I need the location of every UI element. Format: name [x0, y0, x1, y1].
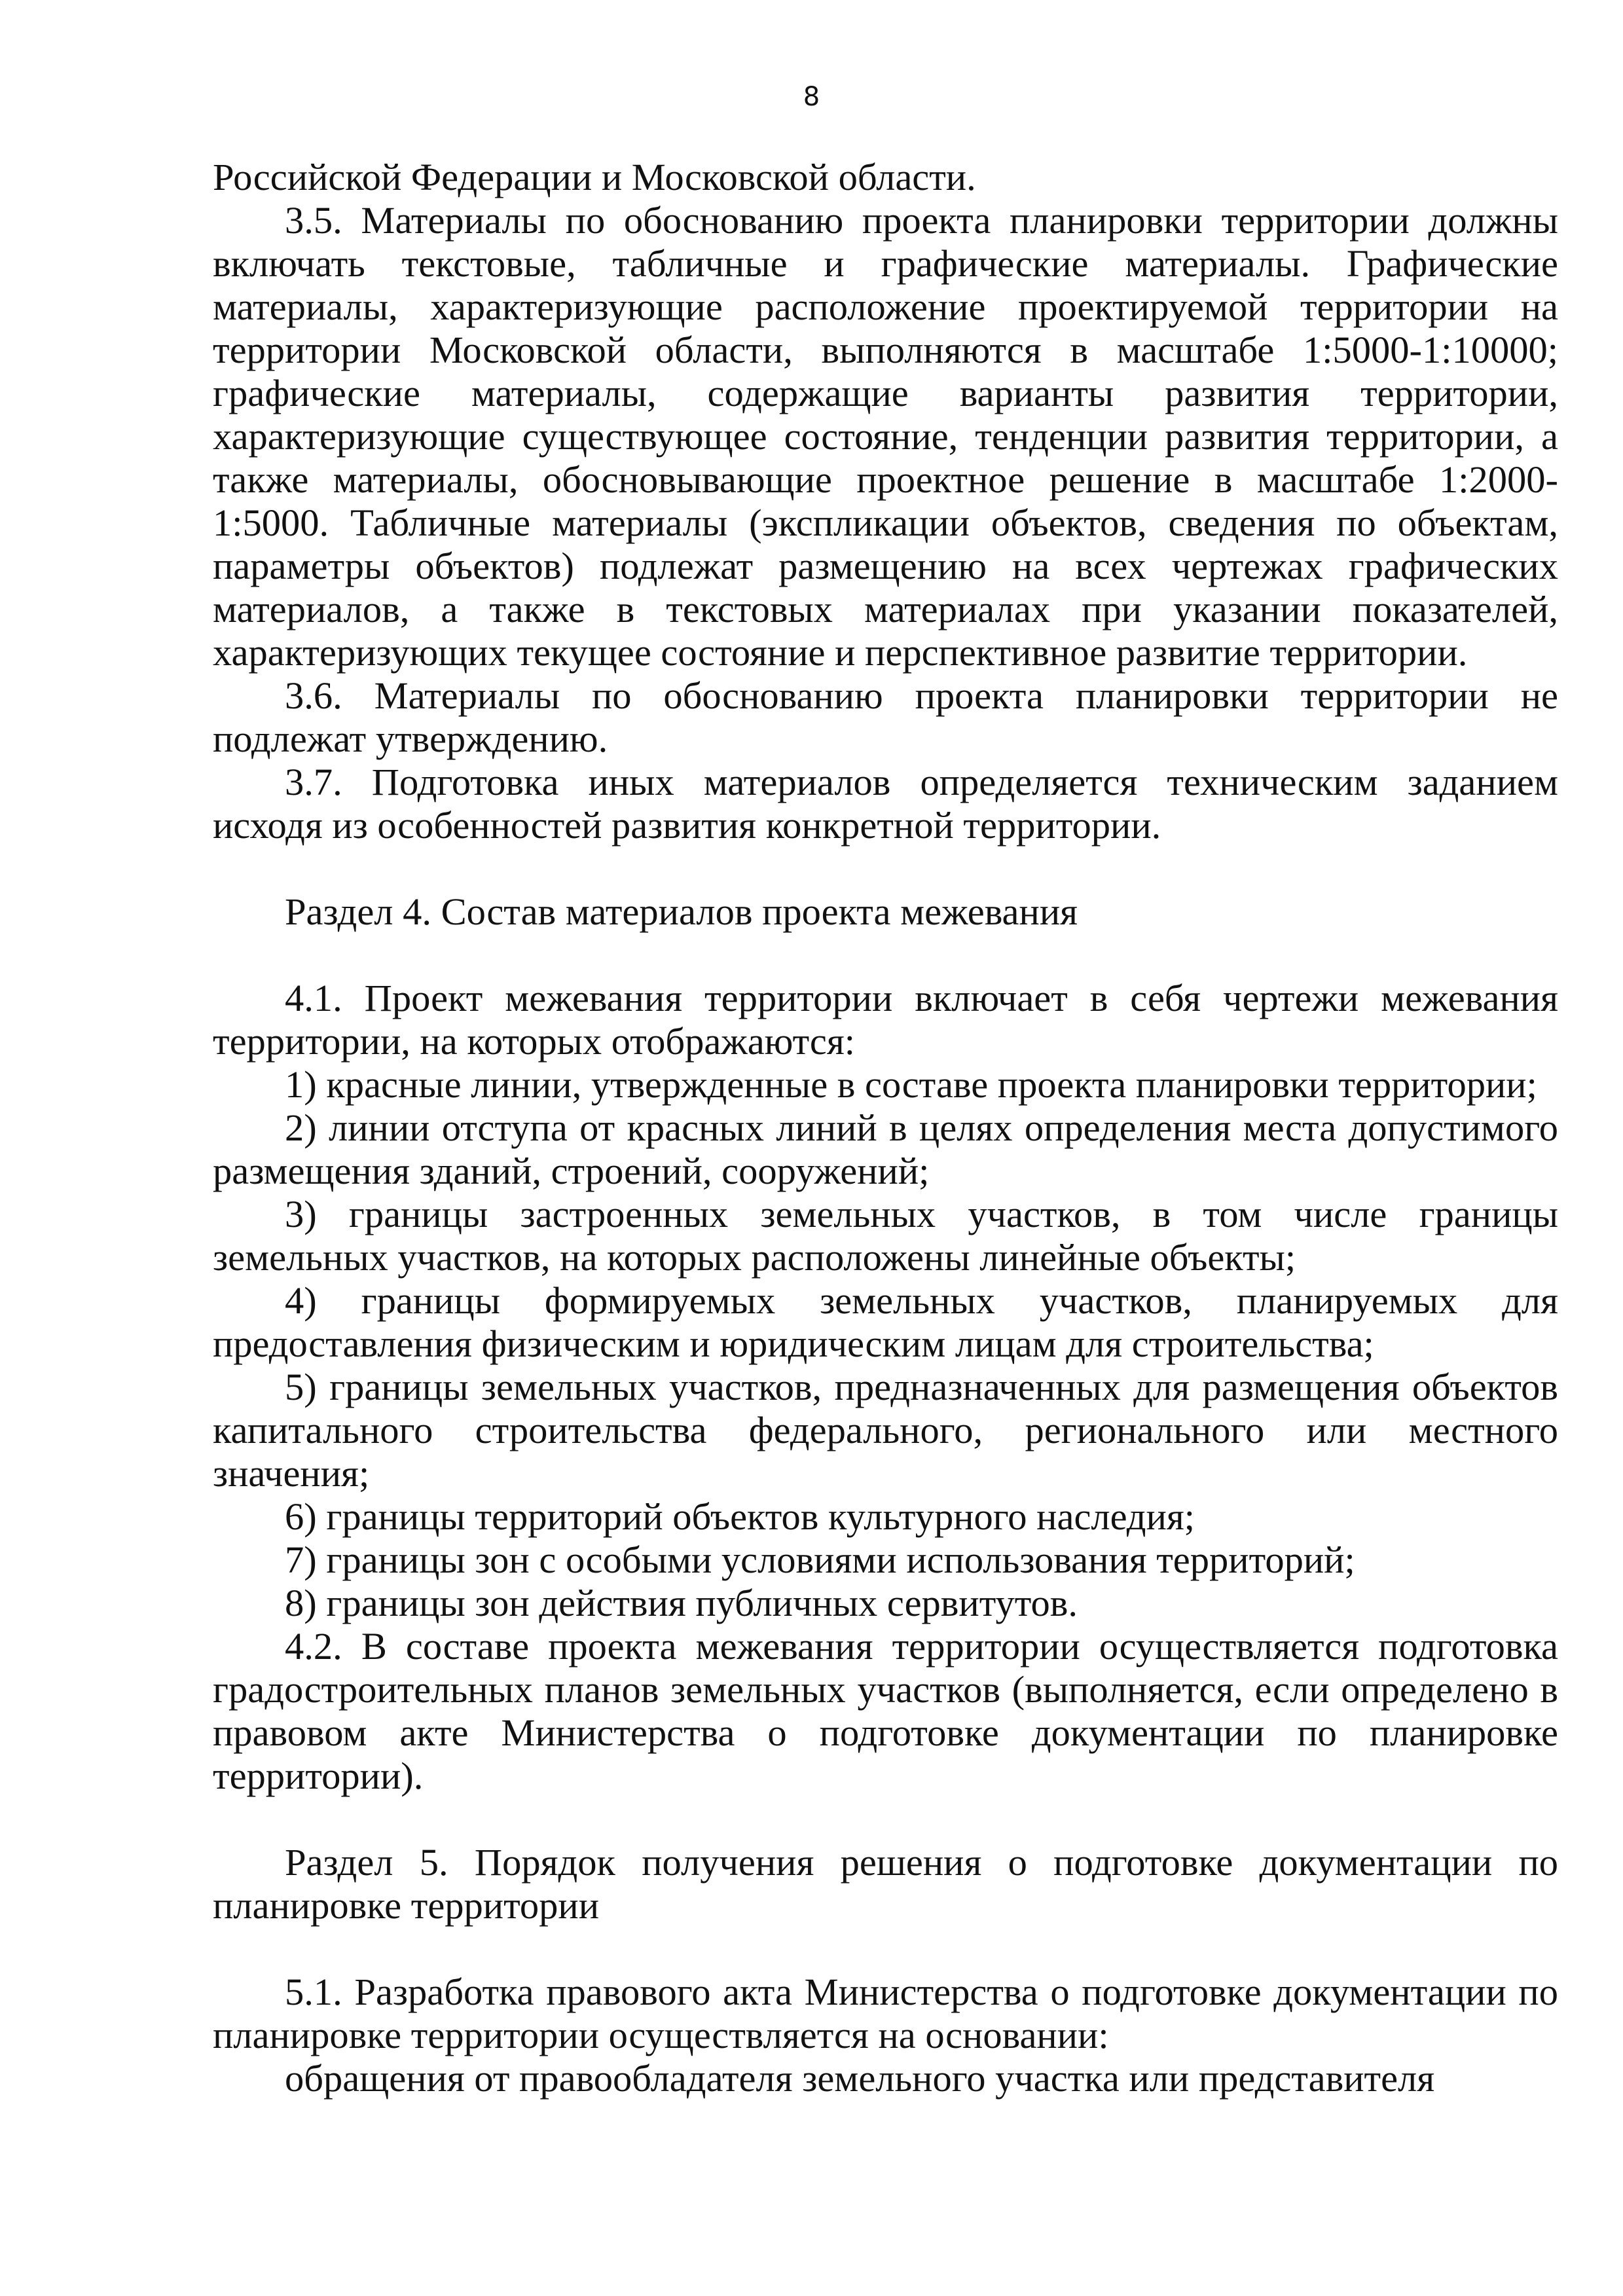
- spacer: [213, 847, 1558, 890]
- list-item-4-1-8: 8) границы зон действия публичных сервитутов.: [285, 1582, 1078, 1624]
- paragraph-3-6: 3.6. Материалы по обоснованию проекта планировки территории не подлежат утверждению.: [213, 674, 1558, 760]
- page-number: 8: [803, 82, 820, 112]
- list-item-4-1-1: 1) красные линии, утвержденные в составе проекта планировки территории;: [285, 1063, 1537, 1106]
- paragraph-4-2: 4.2. В составе проекта межевания территории осуществляется подготовка градостроительных планов земельных участков (выполняется, если определено в правовом акте Министерства о подготовке документации по планировке территории).: [213, 1625, 1558, 1797]
- list-item-4-1-4: 4) границы формируемых земельных участков, планируемых для предоставления физическим и юридическим лицам для строительства;: [213, 1279, 1558, 1365]
- list-item-4-1-2: 2) линии отступа от красных линий в целях определения места допустимого размещения зданий, строений, сооружений;: [213, 1106, 1558, 1192]
- spacer: [213, 1927, 1558, 1971]
- paragraph-4-1: 4.1. Проект межевания территории включает в себя чертежи межевания территории, на которых отображаются:: [213, 977, 1558, 1063]
- list-item-4-1-3: 3) границы застроенных земельных участков, в том числе границы земельных участков, на которых расположены линейные объекты;: [213, 1193, 1558, 1279]
- paragraph-5-1: 5.1. Разработка правового акта Министерства о подготовке документации по планировке территории осуществляется на основании:: [213, 1971, 1558, 2056]
- document-body: [213, 156, 1558, 2100]
- paragraph-3-5: 3.5. Материалы по обоснованию проекта планировки территории должны включать текстовые, табличные и графические материалы. Графические материалы, характеризующие расположение проектируемой территории на территории Московской области, выполняются в масштабе 1:5000-1:10000; графические материалы, содержащие варианты развития территории, характеризующие существующее состояние, тенденции развития территории, а также материалы, обосновывающие проектное решение в масштабе 1:2000-1:5000. Табличные материалы (экспликации объектов, сведения по объектам, параметры объектов) подлежат размещению на всех чертежах графических материалов, а также в текстовых материалах при указании показателей, характеризующих текущее состояние и перспективное развитие территории.: [213, 199, 1558, 674]
- spacer: [213, 934, 1558, 977]
- list-item-4-1-5: 5) границы земельных участков, предназначенных для размещения объектов капитального строительства федерального, регионального или местного значения;: [213, 1366, 1558, 1495]
- paragraph-continuation: Российской Федерации и Московской области.: [213, 156, 976, 198]
- section-5-title: Раздел 5. Порядок получения решения о подготовке документации по планировке территории: [213, 1841, 1558, 1927]
- paragraph-5-1-a: обращения от правообладателя земельного участка или представителя: [285, 2057, 1435, 2100]
- list-item-4-1-7: 7) границы зон с особыми условиями использования территорий;: [285, 1539, 1355, 1581]
- section-4-title: Раздел 4. Состав материалов проекта межевания: [285, 890, 1078, 933]
- paragraph-3-7: 3.7. Подготовка иных материалов определяется техническим заданием исходя из особенностей развития конкретной территории.: [213, 761, 1558, 847]
- spacer: [213, 1798, 1558, 1841]
- list-item-4-1-6: 6) границы территорий объектов культурного наследия;: [285, 1495, 1195, 1538]
